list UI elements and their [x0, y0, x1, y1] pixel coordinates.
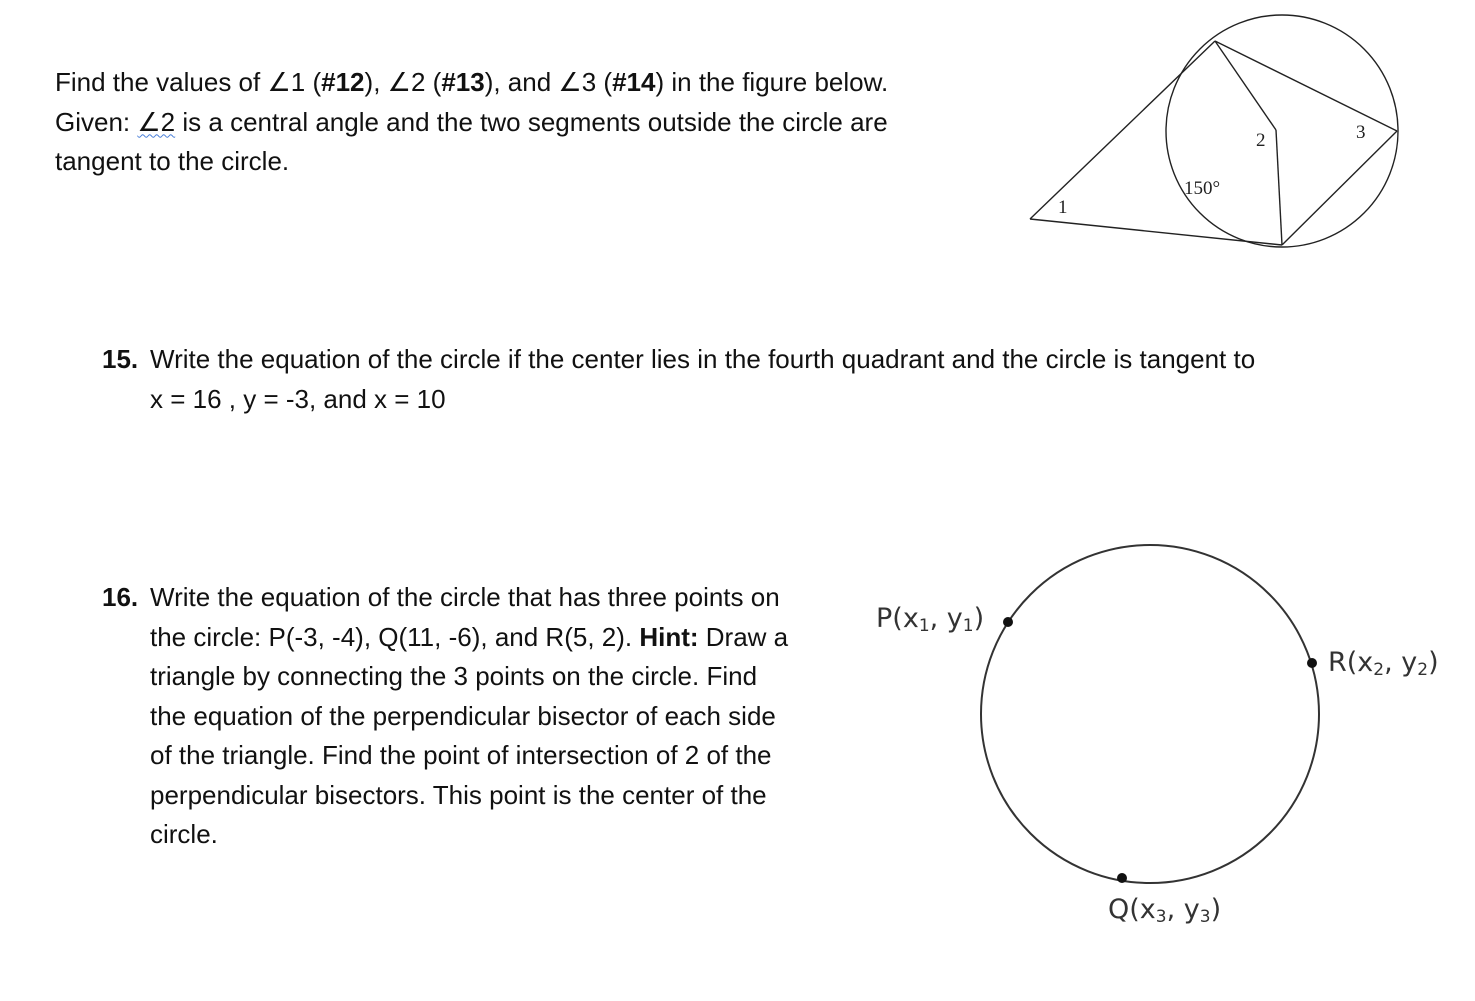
- question-ref-12: #12: [321, 67, 365, 97]
- problem-16-line-3: triangle by connecting the 3 points on the circle. Find: [150, 661, 758, 691]
- problem-16-line-5: of the triangle. Find the point of intersection of 2 of the: [150, 740, 772, 770]
- angle-label-3: 3: [1356, 122, 1366, 143]
- arc-label-150: 150°: [1184, 178, 1221, 199]
- problem-12-14-text: [55, 63, 888, 182]
- chord-lower: [1282, 131, 1397, 245]
- angle-label-1: 1: [1058, 197, 1068, 218]
- point-q-dot: [1117, 873, 1127, 883]
- problem-16-line-2: the circle: P(-3, -4), Q(11, -6), and R(5, 2). Hint: Draw a: [150, 621, 789, 652]
- radius-lower: [1276, 130, 1282, 245]
- point-r-label: R(x2, y2): [1328, 647, 1439, 680]
- problem-12-14-line-3: tangent to the circle.: [55, 146, 290, 176]
- angle-3-symbol: ∠3: [558, 67, 597, 97]
- problem-15-line-2: x = 16 , y = -3, and x = 10: [150, 383, 446, 414]
- problem-12-14-line-1: Find the values of ∠1 (#12), ∠2 (#13), and ∠3 (#14) in the figure below.: [55, 67, 889, 97]
- problem-12-14-line-2: Given: ∠2 is a central angle and the two segments outside the circle are: [55, 106, 888, 137]
- point-q-label: Q(x3, y3): [1108, 894, 1222, 927]
- question-ref-14: #14: [612, 67, 656, 97]
- spellcheck-angle-2: ∠2: [137, 106, 176, 137]
- tangent-segment-lower: [1030, 219, 1282, 245]
- point-p-label: P(x1, y1): [876, 603, 985, 636]
- problem-16-line-6: perpendicular bisectors. This point is the center of the: [150, 779, 767, 810]
- problem-16-line-7: circle.: [150, 819, 218, 849]
- angle-label-2: 2: [1256, 130, 1266, 151]
- angle-2-symbol: ∠2: [387, 67, 426, 97]
- question-number-16: 16.: [102, 582, 139, 612]
- figure-circle-2: [981, 545, 1319, 883]
- problem-16: [102, 578, 788, 855]
- tangent-circle-figure: [1020, 10, 1410, 260]
- problem-15-line-1: 15. Write the equation of the circle if the center lies in the fourth quadrant and the circle is tangent to: [102, 340, 1255, 380]
- point-p-dot: [1003, 617, 1013, 627]
- angle-1-symbol: ∠1: [267, 67, 306, 97]
- radius-upper: [1215, 41, 1276, 130]
- three-point-circle-figure: [870, 540, 1460, 940]
- question-ref-13: #13: [441, 67, 485, 97]
- problem-15: [102, 340, 1255, 419]
- question-number-15: 15.: [102, 344, 139, 374]
- hint-label: Hint:: [639, 621, 699, 652]
- point-r-dot: [1307, 658, 1317, 668]
- problem-16-line-4: the equation of the perpendicular bisector of each side: [150, 700, 776, 731]
- problem-16-line-1: 16. Write the equation of the circle that has three points on: [102, 578, 788, 618]
